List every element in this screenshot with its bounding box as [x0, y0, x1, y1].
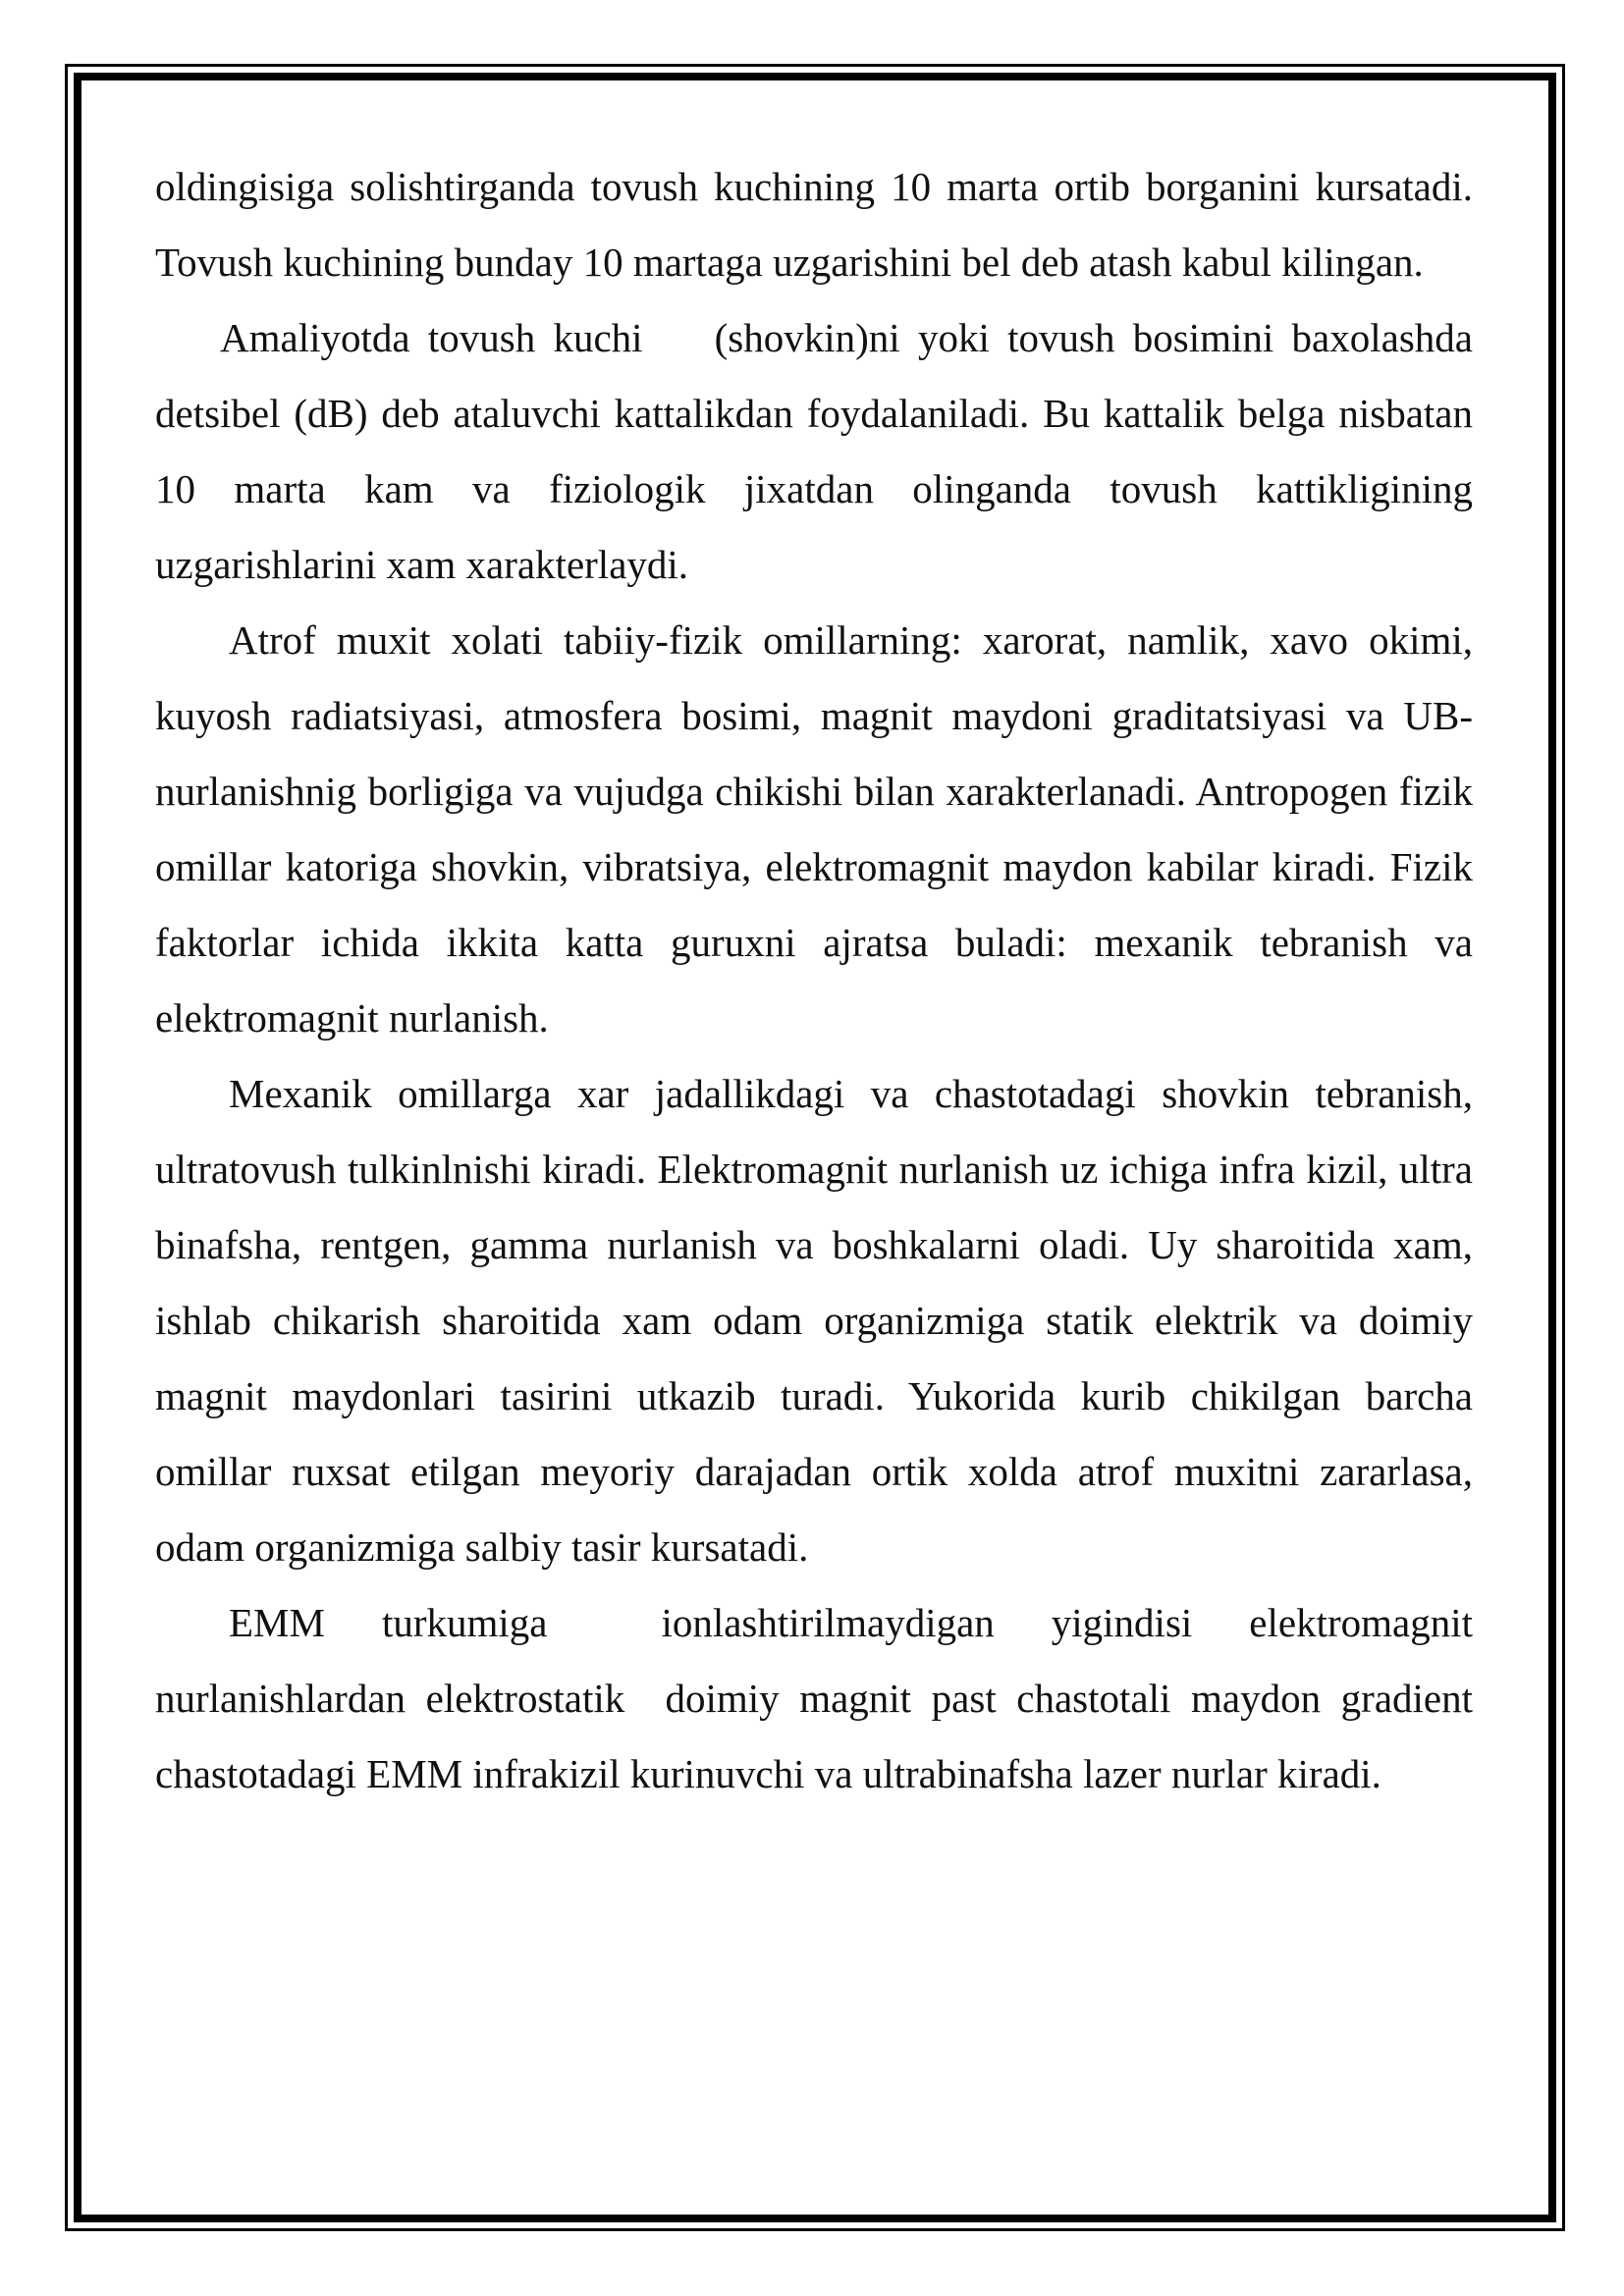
paragraph-4: Mexanik omillarga xar jadallikdagi va chastotadagi shovkin tebranish, ultratovush tulkinlnishi kiradi. Elektromagnit nurlanish uz ichiga infra kizil, ultra binafsha, rentgen, gamma nurlanish va boshkalarni oladi. Uy sharoitida xam, ishlab chikarish sharoitida xam odam organizmiga statik elektrik va doimiy magnit maydonlari tasirini utkazib turadi. Yukorida kurib chikilgan barcha omillar ruxsat etilgan meyoriy darajadan ortik xolda atrof muxitni zararlasa, odam organizmiga salbiy tasir kursatadi. [155, 1071, 1484, 1570]
document-body [155, 149, 1484, 1812]
paragraph-1: oldingisiga solishtirganda tovush kuchining 10 marta ortib borganini kursatadi. Tovush kuchining bunday 10 martaga uzgarishini bel deb atash kabul kilingan. [155, 164, 1483, 285]
paragraph-5: EMM turkumiga ionlashtirilmaydigan yigindisi elektromagnit nurlanishlardan elektrostatik doimiy magnit past chastotali maydon gradient chastotadagi EMM infrakizil kurinuvchi va ultrabinafsha lazer nurlar kiradi. [155, 1600, 1484, 1796]
paragraph-3: Atrof muxit xolati tabiiy-fizik omillarning: xarorat, namlik, xavo okimi, kuyosh radiatsiyasi, atmosfera bosimi, magnit maydoni graditatsiyasi va UB-nurlanishnig borligiga va vujudga chikishi bilan xarakterlanadi. Antropogen fizik omillar katoriga shovkin, vibratsiya, elektromagnit maydon kabilar kiradi. Fizik faktorlar ichida ikkita katta guruxni ajratsa buladi: mexanik tebranish va elektromagnit nurlanish. [155, 617, 1484, 1041]
paragraph-2: Amaliyotda tovush kuchi (shovkin)ni yoki tovush bosimini baxolashda detsibel (dB) deb ataluvchi kattalikdan foydalaniladi. Bu kattalik belga nisbatan 10 marta kam va fiziologik jixatdan olinganda tovush kattikligining uzgarishlarini xam xarakterlaydi. [155, 315, 1484, 587]
